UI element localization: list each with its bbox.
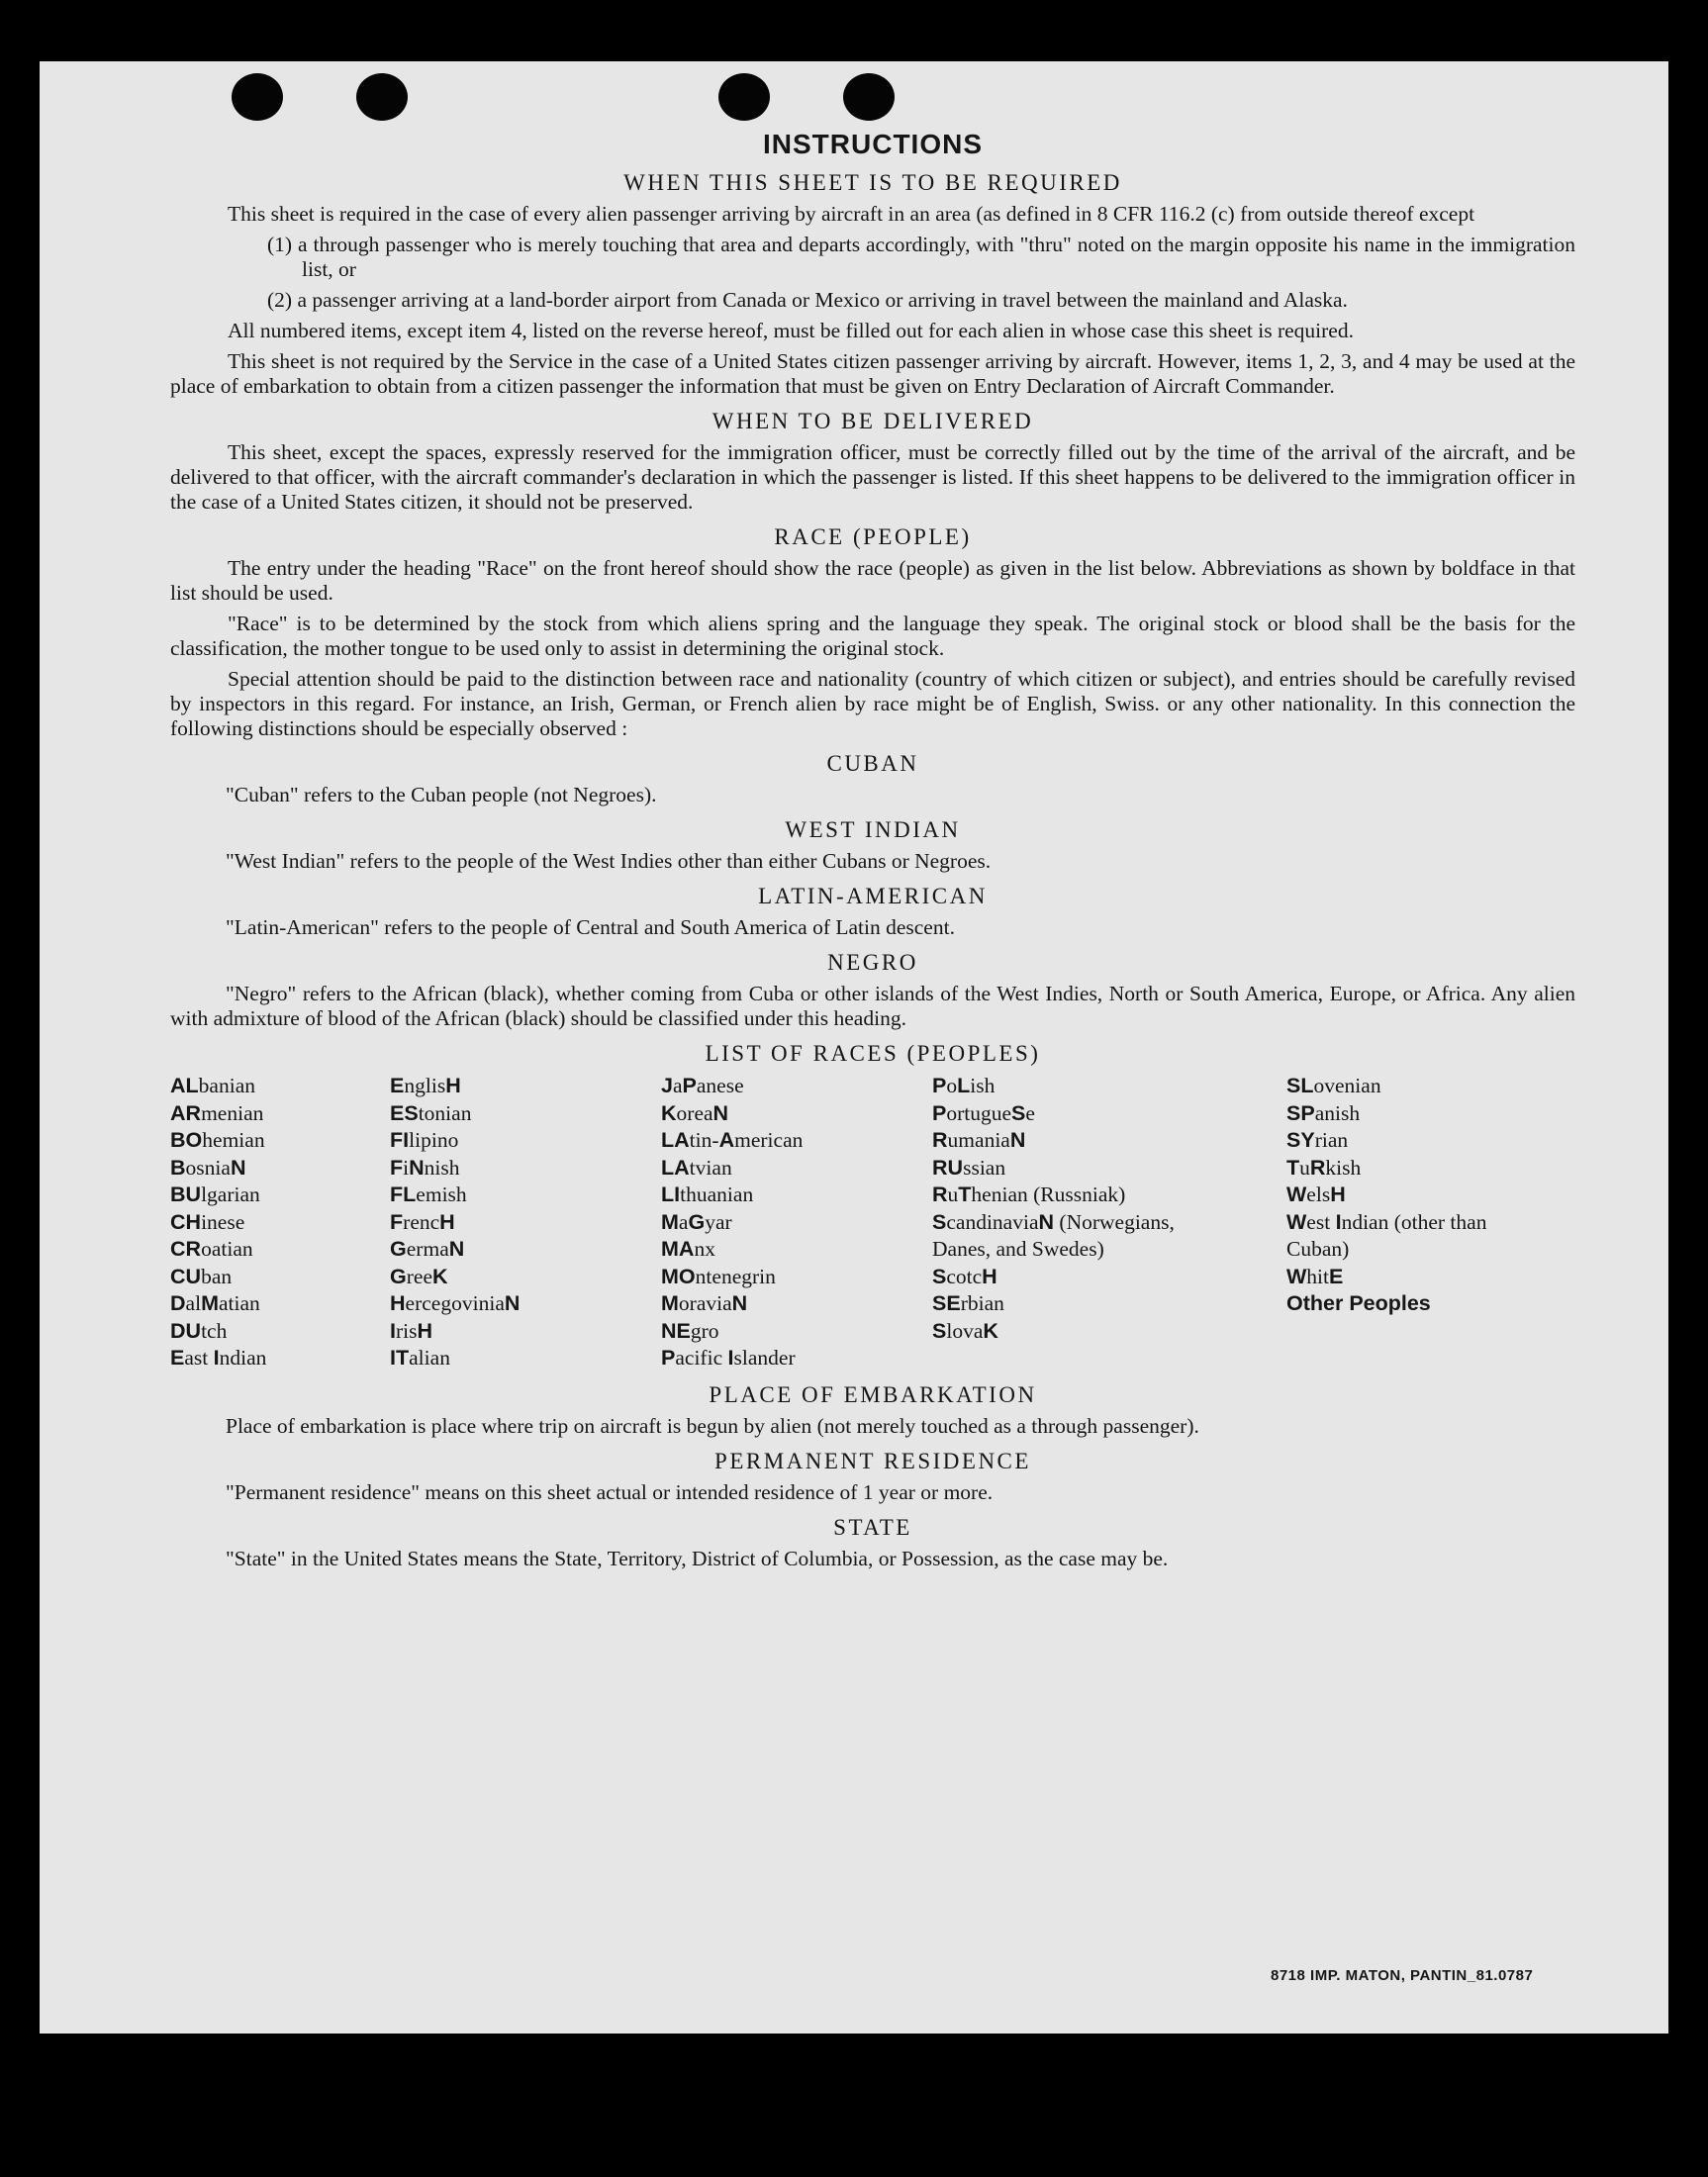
race-entry: HercegoviniaN xyxy=(390,1291,521,1315)
race-entry: LIthuanian xyxy=(661,1183,754,1206)
race-entry: West Indian (other than Cuban) xyxy=(1286,1209,1487,1261)
race-entry: FrencH xyxy=(390,1209,455,1234)
race-entry: LAtin-American xyxy=(661,1128,804,1152)
race-entry: MOntenegrin xyxy=(661,1264,776,1288)
race-entry: RUssian xyxy=(932,1155,1006,1180)
race-entry: FLemish xyxy=(390,1183,467,1206)
race-entry: ScotcH xyxy=(932,1264,997,1288)
races-column xyxy=(170,1073,390,1372)
instruction-sheet xyxy=(40,61,1668,2034)
race-entry: SLovenian xyxy=(1286,1074,1381,1097)
paragraph: All numbered items, except item 4, listed on the reverse hereof, must be filled out for each alien in whose case this sheet is required. xyxy=(228,319,1354,342)
definition-text: "Latin-American" refers to the people of Central and South America of Latin descent. xyxy=(226,915,955,939)
definition-text: "West Indian" refers to the people of the West Indies other than either Cubans or Negroes. xyxy=(226,849,992,873)
race-entry: ScandinaviaN (Norwegians, Danes, and Swedes) xyxy=(932,1209,1175,1261)
race-entry: DUtch xyxy=(170,1318,228,1343)
paragraph: This sheet is not required by the Service in the case of a United States citizen passenger arriving by aircraft. However, items 1, 2, 3, and 4 may be used at the place of embarkation to obtain from a citizen passenger the information that must be given on Entry Declaration of Aircraft Commander. xyxy=(170,349,1575,398)
race-entry: East Indian xyxy=(170,1346,267,1370)
race-entry: MAnx xyxy=(661,1237,715,1261)
races-heading: LIST OF RACES (PEOPLES) xyxy=(705,1041,1041,1066)
race-entry: EStonian xyxy=(390,1100,472,1125)
paragraph: "Race" is to be determined by the stock from which aliens spring and the language they speak. The original stock or blood shall be the basis for the classification, the mother tongue to be used only to assist in determining the original stock. xyxy=(170,612,1575,660)
definition-heading: LATIN-AMERICAN xyxy=(758,884,988,908)
race-entry: FIlipino xyxy=(390,1128,459,1152)
race-entry: CUban xyxy=(170,1264,233,1288)
race-entry: RumaniaN xyxy=(932,1128,1026,1152)
race-entry: PortugueSe xyxy=(932,1100,1035,1125)
races-column xyxy=(1286,1073,1575,1372)
punch-hole xyxy=(843,73,895,121)
paragraph: "Permanent residence" means on this sheet actual or intended residence of 1 year or more. xyxy=(226,1479,994,1504)
section-heading: PLACE OF EMBARKATION xyxy=(709,1381,1037,1407)
section-heading: WHEN THIS SHEET IS TO BE REQUIRED xyxy=(623,170,1122,195)
race-entry: MaGyar xyxy=(661,1209,732,1234)
paragraph: The entry under the heading "Race" on the front hereof should show the race (people) as given in the list below. Abbreviations as shown by boldface in that list should be used. xyxy=(170,556,1575,605)
race-entry: TuRkish xyxy=(1286,1155,1362,1180)
races-column xyxy=(932,1073,1286,1372)
race-entry: CRoatian xyxy=(170,1237,253,1261)
definition-heading: CUBAN xyxy=(826,751,919,776)
document-body xyxy=(170,129,1575,1575)
paragraph: This sheet is required in the case of every alien passenger arriving by aircraft in an area (as defined in 8 CFR 116.2 (c) from outside thereof except xyxy=(228,202,1475,226)
race-entry: MoraviaN xyxy=(661,1291,748,1315)
race-entry: ITalian xyxy=(390,1346,450,1370)
races-list xyxy=(170,1073,1575,1372)
punch-hole xyxy=(356,73,408,121)
race-entry: NEgro xyxy=(661,1318,719,1343)
race-entry: Other Peoples xyxy=(1286,1291,1431,1315)
race-entry: ALbanian xyxy=(170,1074,255,1097)
definition-text: "Cuban" refers to the Cuban people (not Negroes). xyxy=(226,783,657,806)
races-column xyxy=(661,1073,932,1372)
race-entry: GermaN xyxy=(390,1237,465,1261)
race-entry: BUlgarian xyxy=(170,1183,260,1206)
race-entry: SErbian xyxy=(932,1291,1004,1315)
race-entry: KoreaN xyxy=(661,1100,729,1125)
race-entry: RuThenian (Russniak) xyxy=(932,1183,1126,1206)
printer-imprint: 8718 IMP. MATON, PANTIN_81.0787 xyxy=(1271,1967,1534,1984)
race-entry: LAtvian xyxy=(661,1155,732,1180)
race-entry: EnglisH xyxy=(390,1074,461,1097)
race-entry: SYrian xyxy=(1286,1128,1349,1152)
paragraph: Special attention should be paid to the distinction between race and nationality (country of which citizen or subject), and entries should be carefully revised by inspectors in this regard. For instance, an Irish, German, or French alien by race might be of English, Swiss. or any other nationality. In this connection the following distinctions should be especially observed : xyxy=(170,667,1575,740)
race-entry: WhitE xyxy=(1286,1264,1344,1288)
section-heading: RACE (PEOPLE) xyxy=(774,524,972,549)
punch-hole xyxy=(718,73,770,121)
race-entry: JaPanese xyxy=(661,1074,744,1097)
section-heading: STATE xyxy=(833,1514,912,1540)
race-entry: ARmenian xyxy=(170,1100,264,1125)
race-entry: Pacific Islander xyxy=(661,1346,796,1370)
race-entry: SlovaK xyxy=(932,1318,998,1343)
section-heading: PERMANENT RESIDENCE xyxy=(714,1448,1031,1473)
race-entry: DalMatian xyxy=(170,1291,260,1315)
race-entry: IrisH xyxy=(390,1318,433,1343)
race-entry: BosniaN xyxy=(170,1155,246,1180)
definition-heading: WEST INDIAN xyxy=(785,817,961,842)
list-item: (2) a passenger arriving at a land-border airport from Canada or Mexico or arriving in travel between the mainland and Alaska. xyxy=(267,288,1348,312)
race-entry: SPanish xyxy=(1286,1100,1361,1125)
race-entry: WelsH xyxy=(1286,1183,1346,1206)
race-entry: BOhemian xyxy=(170,1128,265,1152)
races-column xyxy=(390,1073,661,1372)
section-heading: WHEN TO BE DELIVERED xyxy=(712,409,1034,433)
race-entry: GreeK xyxy=(390,1264,448,1288)
paragraph: This sheet, except the spaces, expressly reserved for the immigration officer, must be correctly filled out by the time of the arrival of the aircraft, and be delivered to that officer, with the aircraft commander's declaration in which the passenger is listed. If this sheet happens to be delivered to the immigration officer in the case of a United States citizen, it should not be preserved. xyxy=(170,440,1575,514)
race-entry: PoLish xyxy=(932,1074,996,1097)
paragraph: "State" in the United States means the State, Territory, District of Columbia, or Possession, as the case may be. xyxy=(226,1546,1169,1570)
list-item: (1) a through passenger who is merely touching that area and departs accordingly, with "thru" noted on the margin opposite his name in the immigration list, or xyxy=(267,233,1575,281)
paragraph: Place of embarkation is place where trip on aircraft is begun by alien (not merely touched as a through passenger). xyxy=(226,1413,1199,1438)
race-entry: FiNnish xyxy=(390,1155,460,1180)
definition-heading: NEGRO xyxy=(827,950,918,975)
punch-hole xyxy=(232,73,283,121)
race-entry: CHinese xyxy=(170,1209,245,1234)
definition-text: "Negro" refers to the African (black), whether coming from Cuba or other islands of the West Indies, North or South America, Europe, or Africa. Any alien with admixture of blood of the African (black) should be classified under this heading. xyxy=(170,982,1575,1030)
page-title: INSTRUCTIONS xyxy=(763,129,983,159)
